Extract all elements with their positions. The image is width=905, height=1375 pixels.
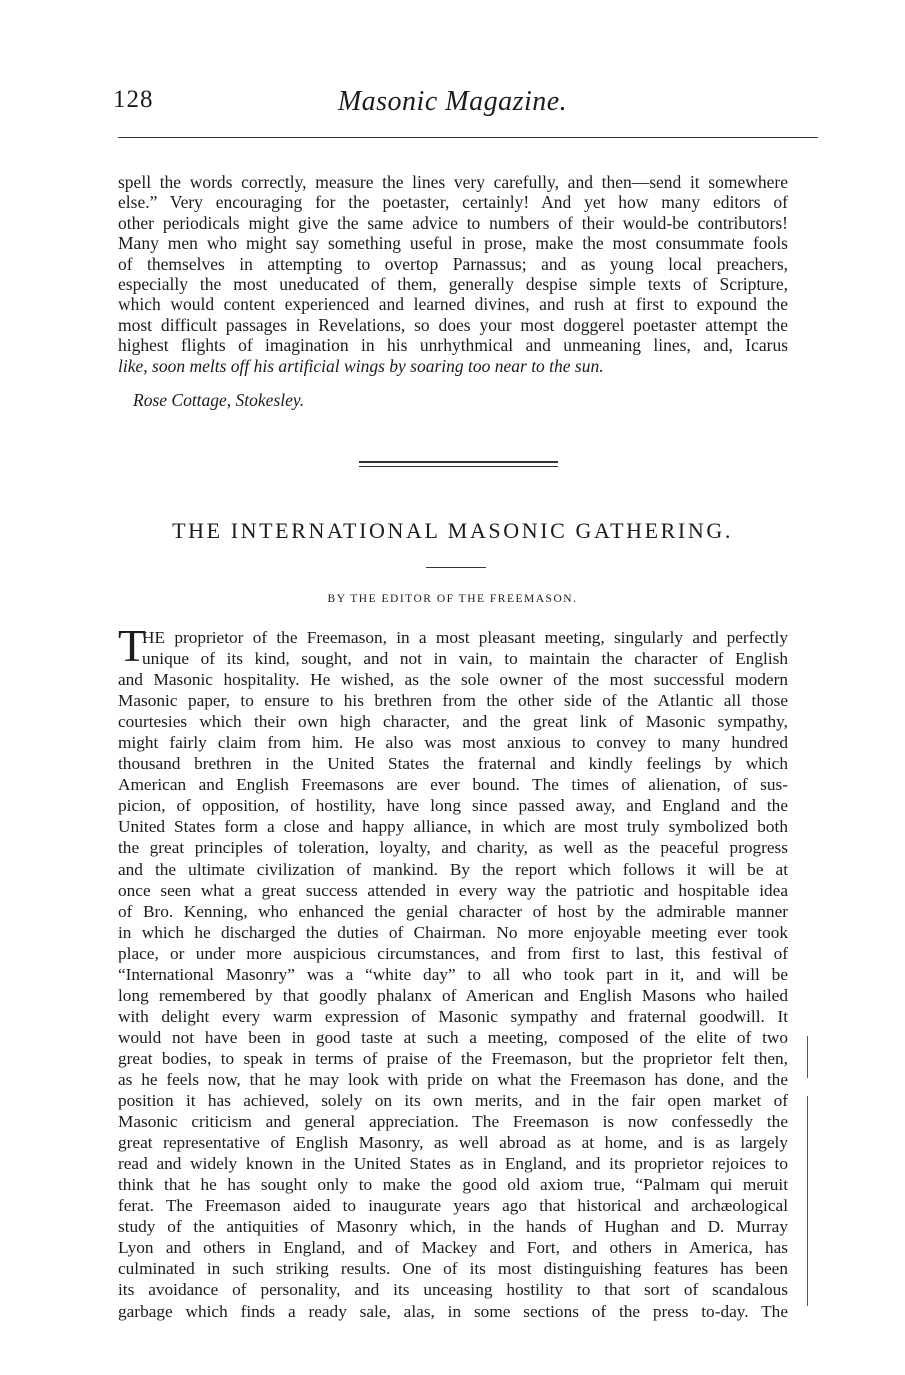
text-line: study of the antiquities of Masonry which, in the hands of Hughan and D. Murray xyxy=(118,1217,788,1237)
author-signature: Rose Cottage, Stokesley. xyxy=(133,390,305,410)
margin-scan-mark xyxy=(807,1036,808,1078)
text-line: great representative of English Masonry, as well abroad as at home, and is as largely xyxy=(118,1133,788,1153)
text-line: most difficult passages in Revelations, so does your most doggerel poetaster attempt the xyxy=(118,314,788,335)
text-line: courtesies which their own high character, and the great link of Masonic sympathy, xyxy=(118,712,788,732)
text-line: Masonic paper, to ensure to his brethren from the other side of the Atlantic all those xyxy=(118,691,788,711)
section-divider xyxy=(359,461,558,463)
text-line: with delight every warm expression of Masonic sympathy and fraternal goodwill. It xyxy=(118,1006,788,1026)
text-line: its avoidance of personality, and its unceasing hostility to that sort of scandalous xyxy=(118,1280,788,1300)
text-line: once seen what a great success attended in every way the patriotic and hospitable idea xyxy=(118,880,788,900)
text-line: great bodies, to speak in terms of praise of the Freemason, but the proprietor felt then, xyxy=(118,1048,788,1068)
text-line: like, soon melts off his artificial wings by soaring too near to the sun. xyxy=(118,355,604,376)
text-line: garbage which finds a ready sale, alas, in some sections of the press to-day. The xyxy=(118,1301,788,1321)
text-line: especially the most uneducated of them, generally despise simple texts of Scripture, xyxy=(118,274,788,295)
margin-scan-mark xyxy=(807,1096,808,1306)
page-number: 128 xyxy=(113,86,154,113)
article-paragraph xyxy=(118,620,788,1322)
section-divider-thin xyxy=(359,466,558,467)
text-line: might fairly claim from him. He also was most anxious to convey to many hundred xyxy=(118,733,788,753)
text-line: American and English Freemasons are ever bound. The times of alienation, of sus- xyxy=(118,775,788,795)
text-line: United States form a close and happy alliance, in which are most truly symbolized both xyxy=(118,817,788,837)
text-line: long remembered by that goodly phalanx of American and English Masons who hailed xyxy=(118,985,788,1005)
text-line: else.” Very encouraging for the poetaster, certainly! And yet how many editors of xyxy=(118,192,788,213)
header-rule xyxy=(118,137,818,138)
text-line: as he feels now, that he may look with pride on what the Freemason has done, and the xyxy=(118,1069,788,1089)
text-line: read and widely known in the United States as in England, and its proprietor rejoices to xyxy=(118,1154,788,1174)
text-line: of themselves in attempting to overtop Parnassus; and as young local preachers, xyxy=(118,253,788,274)
text-line: place, or under more auspicious circumstances, and from first to last, this festival of xyxy=(118,943,788,963)
text-line: other periodicals might give the same advice to numbers of their would-be contributors! xyxy=(118,212,788,233)
title-rule xyxy=(426,567,486,568)
text-line: position it has achieved, solely on its own merits, and in the fair open market of xyxy=(118,1091,788,1111)
previous-article-paragraph xyxy=(118,172,788,376)
text-line: and the ultimate civilization of mankind. By the report which follows it will be at xyxy=(118,859,788,879)
article-byline: BY THE EDITOR OF THE FREEMASON. xyxy=(327,593,578,605)
text-line: thousand brethren in the United States the fraternal and kindly feelings by which xyxy=(118,754,788,774)
text-line: picion, of opposition, of hostility, have long since passed away, and England and the xyxy=(118,796,788,816)
text-line: which would content experienced and learned divines, and rush at first to expound the xyxy=(118,294,788,315)
drop-cap: T xyxy=(118,620,147,671)
text-line: highest flights of imagination in his unrhythmical and unmeaning lines, and, Icarus xyxy=(118,335,788,356)
text-line: “International Masonry” was a “white day” to all who took part in it, and will be xyxy=(118,964,788,984)
text-line: ferat. The Freemason aided to inaugurate years ago that historical and archæological xyxy=(118,1196,788,1216)
text-line: Lyon and others in England, and of Mackey and Fort, and others in America, has xyxy=(118,1238,788,1258)
text-line: Masonic criticism and general appreciation. The Freemason is now confessedly the xyxy=(118,1112,788,1132)
text-line: in which he discharged the duties of Chairman. No more enjoyable meeting ever took xyxy=(118,922,788,942)
text-line: the great principles of toleration, loyalty, and charity, as well as the peaceful progress xyxy=(118,838,788,858)
text-line: of Bro. Kenning, who enhanced the genial character of host by the admirable manner xyxy=(118,901,788,921)
text-line: think that he has sought only to make the good old axiom true, “Palmam qui meruit xyxy=(118,1175,788,1195)
text-line: would not have been in good taste at such a meeting, composed of the elite of two xyxy=(118,1027,788,1047)
article-title: THE INTERNATIONAL MASONIC GATHERING. xyxy=(172,518,733,543)
text-line: HE proprietor of the Freemason, in a most pleasant meeting, singularly and perfectly xyxy=(142,628,788,647)
text-line: unique of its kind, sought, and not in vain, to maintain the character of English xyxy=(142,649,788,669)
text-line: Many men who might say something useful in prose, make the most consummate fools xyxy=(118,233,788,254)
text-line: culminated in such striking results. One of its most distinguishing features has been xyxy=(118,1259,788,1279)
running-title: Masonic Magazine. xyxy=(337,86,568,117)
text-line: and Masonic hospitality. He wished, as the sole owner of the most successful modern xyxy=(118,670,788,690)
text-line: spell the words correctly, measure the lines very carefully, and then—send it somewhere xyxy=(118,172,788,192)
